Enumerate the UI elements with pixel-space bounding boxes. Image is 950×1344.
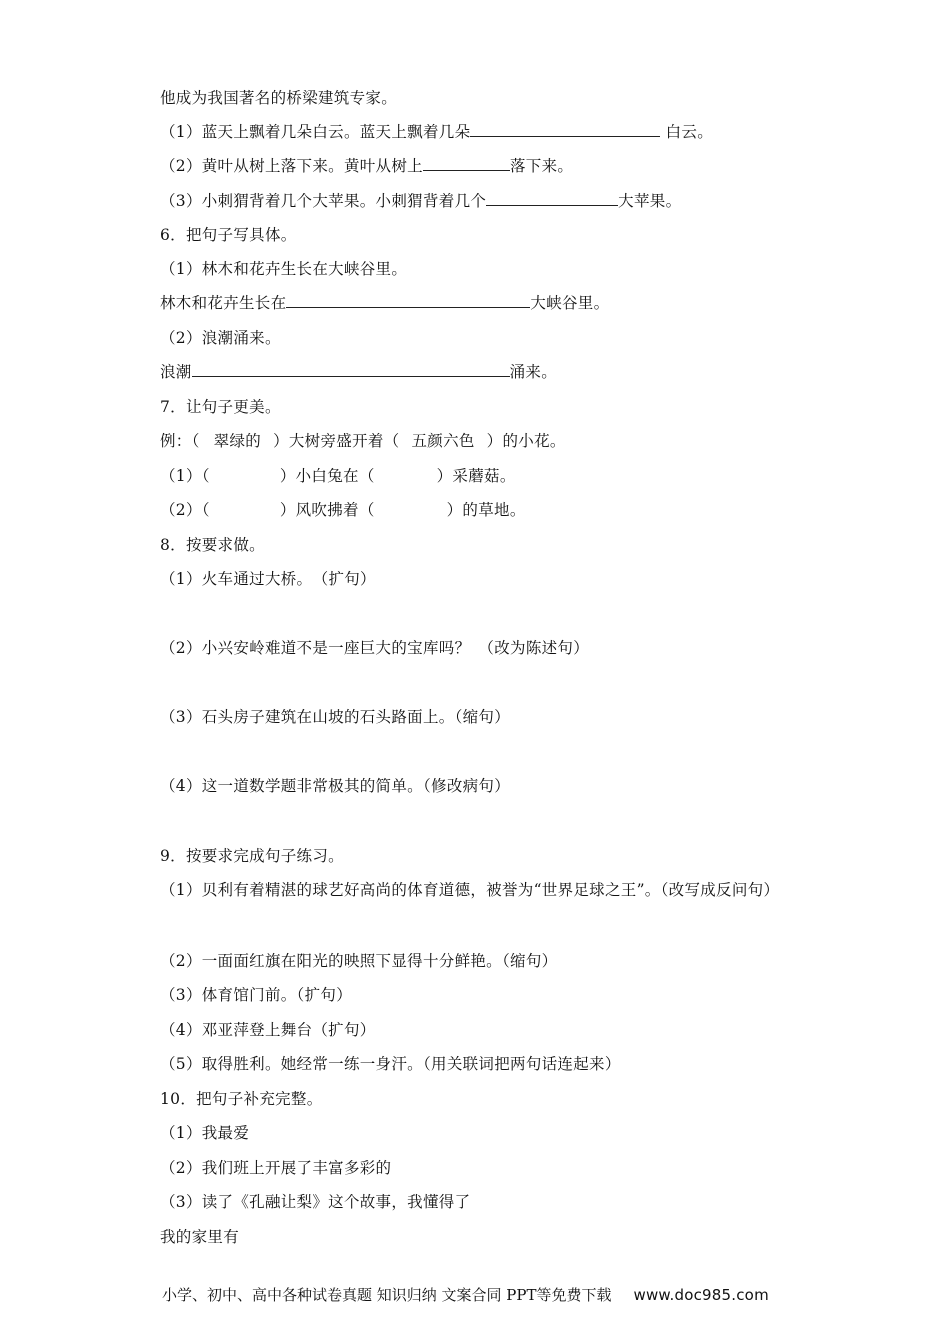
question-8-1: （1）火车通过大桥。 （扩句） bbox=[160, 570, 376, 588]
question-7-example bbox=[160, 430, 566, 452]
q5-2-tail: 落下来。 bbox=[509, 157, 574, 175]
answer-blank[interactable] bbox=[192, 361, 510, 377]
q6-1-answer-head: 林木和花卉生长在 bbox=[160, 294, 287, 312]
question-10-3: （3）读了《孔融让梨》这个故事，我懂得了 bbox=[160, 1193, 471, 1211]
question-9-3: （3）体育馆门前。（扩句） bbox=[160, 986, 353, 1004]
q7-1-tail: ）采蘑菇。 bbox=[436, 467, 516, 485]
question-6-1-answer bbox=[160, 292, 609, 314]
question-8-title: 8．按要求做。 bbox=[160, 536, 265, 554]
q7-1-middle: ）小白兔在（ bbox=[279, 467, 375, 485]
q5-1-tail: 白云。 bbox=[660, 123, 714, 141]
question-6-2-answer bbox=[160, 361, 557, 383]
question-7-title: 7．让句子更美。 bbox=[160, 398, 281, 416]
question-5-3 bbox=[160, 190, 681, 212]
q7-2-tail: ）的草地。 bbox=[446, 501, 526, 519]
question-7-1 bbox=[160, 465, 516, 487]
q7-2-middle: ）风吹拂着（ bbox=[279, 501, 375, 519]
question-10-title: 10．把句子补充完整。 bbox=[160, 1090, 323, 1108]
q5-1-text: （1）蓝天上飘着几朵白云。蓝天上飘着几朵 bbox=[160, 123, 471, 141]
question-8-2: （2）小兴安岭难道不是一座巨大的宝库吗？ （改为陈述句） bbox=[160, 639, 590, 657]
q7-2-head: （2）（ bbox=[160, 501, 210, 519]
answer-blank[interactable] bbox=[486, 190, 618, 206]
q6-2-answer-head: 浪潮 bbox=[160, 363, 192, 381]
question-5-2 bbox=[160, 155, 573, 177]
q7-1-head: （1）（ bbox=[160, 467, 210, 485]
question-10-4: 我的家里有 bbox=[160, 1228, 240, 1246]
example-word-1: 翠绿的 bbox=[213, 432, 262, 450]
question-5-1 bbox=[160, 121, 713, 143]
footer-text: 小学、初中、高中各种试卷真题 知识归纳 文案合同 PPT等免费下载 bbox=[162, 1286, 612, 1304]
answer-blank[interactable] bbox=[423, 155, 510, 171]
question-6-1: （1）林木和花卉生长在大峡谷里。 bbox=[160, 260, 408, 278]
question-9-4: （4）邓亚萍登上舞台（扩句） bbox=[160, 1021, 376, 1039]
q5-3-tail: 大苹果。 bbox=[618, 192, 682, 210]
question-9-title: 9．按要求完成句子练习。 bbox=[160, 847, 344, 865]
question-8-4: （4）这一道数学题非常极其的简单。（修改病句） bbox=[160, 777, 511, 795]
question-9-5: （5）取得胜利。她经常一练一身汗。（用关联词把两句话连起来） bbox=[160, 1055, 621, 1073]
q6-2-answer-tail: 涌来。 bbox=[509, 363, 558, 381]
footer-link[interactable]: www.doc985.com bbox=[633, 1286, 769, 1304]
example-tail: ）的小花。 bbox=[486, 432, 566, 450]
question-6-title: 6．把句子写具体。 bbox=[160, 226, 297, 244]
question-10-2: （2）我们班上开展了丰富多彩的 bbox=[160, 1159, 392, 1177]
text-line: 他成为我国著名的桥梁建筑专家。 bbox=[160, 89, 398, 107]
q5-3-text: （3）小刺猬背着几个大苹果。小刺猬背着几个 bbox=[160, 192, 487, 210]
example-word-2: 五颜六色 bbox=[411, 432, 475, 450]
question-8-3: （3）石头房子建筑在山坡的石头路面上。（缩句） bbox=[160, 708, 511, 726]
example-middle: ）大树旁盛开着（ bbox=[273, 432, 400, 450]
page-footer bbox=[162, 1284, 769, 1306]
example-paren-open: 例：（ bbox=[160, 432, 200, 450]
q5-2-text: （2）黄叶从树上落下来。黄叶从树上 bbox=[160, 157, 423, 175]
q6-1-answer-tail: 大峡谷里。 bbox=[530, 294, 610, 312]
question-9-2: （2）一面面红旗在阳光的映照下显得十分鲜艳。（缩句） bbox=[160, 952, 558, 970]
answer-blank[interactable] bbox=[470, 121, 660, 137]
question-10-1: （1）我最爱 bbox=[160, 1124, 250, 1142]
question-6-2: （2）浪潮涌来。 bbox=[160, 329, 281, 347]
question-9-1: （1）贝利有着精湛的球艺好高尚的体育道德，被誉为“世界足球之王”。（改写成反问句） bbox=[160, 881, 780, 899]
answer-blank[interactable] bbox=[286, 292, 530, 308]
question-7-2 bbox=[160, 499, 526, 521]
